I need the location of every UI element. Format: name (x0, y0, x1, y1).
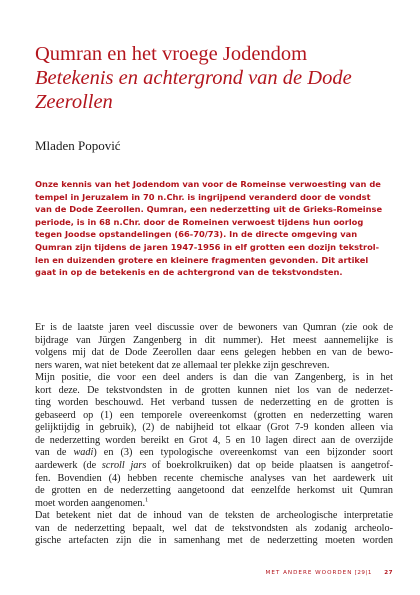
title-subtitle-line-1: Betekenis en achtergrond van de Dode (35, 67, 352, 89)
body-line: volgens mij dat de Dode Zeerollen daar eens gelegen hebben en van de bewo- (35, 347, 393, 359)
body-text-run: ) en (3) een typologische overeenkomst van een bijzonder soort (93, 447, 393, 459)
body-line: de nederzetting worden bereikt en Grot 4, 5 en 10 lagen direct aan de overzijde (35, 434, 393, 446)
body-line (35, 460, 393, 473)
issue-number: [29|1 (354, 570, 372, 576)
body-text (35, 322, 393, 548)
abstract-line: tegen Joodse opstandelingen (66-70/73). In de directe omgeving van (35, 229, 358, 240)
title-subtitle-line-2: Zeerollen (35, 91, 113, 113)
body-line: Er is de laatste jaren veel discussie over de bewoners van Qumran (zie ook de (35, 322, 393, 333)
body-line: gelijktijdig in gebruik), (2) de nabijheid tot elkaar (Grot 7-9 konden alleen via (35, 422, 393, 434)
abstract-line: gaat in op de betekenis en de achtergrond van de tekstvondsten. (35, 267, 343, 278)
body-line: de grotten en de nederzetting aangetoond dat eenzelfde herkomst uit Qumran (35, 485, 393, 497)
body-italic-scroll-jars: scroll jars (101, 460, 147, 472)
body-line: kort deze. De tekstvondsten in de grotten kunnen niet los van de nederzet- (35, 384, 393, 396)
body-line: bijdrage van Jürgen Zangenberg in dit nummer). Het meest aannemelijke is (35, 334, 393, 346)
body-line: van de nederzetting bepaalt, wel dat de tekstvondsten als zodanig archeolo- (35, 522, 393, 534)
page-footer (266, 570, 393, 576)
abstract (35, 178, 393, 279)
author-name: Mladen Popović (35, 138, 121, 153)
body-line (35, 447, 393, 460)
body-text-run: aardewerk (de (35, 460, 102, 472)
body-line: gische artefacten zijn die in samenhang met de nederzetting moeten worden (35, 535, 393, 547)
abstract-line: Qumran zijn tijdens de jaren 1947-1956 in elf grotten een dozijn tekstrol- (35, 241, 380, 252)
body-text-run: moet worden aangenomen. (35, 497, 146, 509)
title-main: Qumran en het vroege Jodendom (35, 43, 308, 65)
body-italic-wadi: wadi (73, 447, 94, 459)
page-number: 27 (384, 570, 393, 576)
abstract-line: van de Dode Zeerollen. Qumran, een nederzetting uit de Grieks-Romeinse (35, 204, 383, 215)
abstract-line: tempel in Jeruzalem in 70 n.Chr. is ingrijpend veranderd door de vondst (35, 191, 371, 202)
body-line: Dat betekent niet dat de inhoud van de teksten de archeologische interpretatie (35, 510, 393, 522)
body-line: fen. Bovendien (4) hebben recente chemische analyses van het aardewerk uit (35, 472, 393, 484)
body-text-run: van de (35, 447, 74, 459)
body-line: ners waren, wat niet betekent dat ze allemaal ter plekke zijn geschreven. (35, 359, 330, 371)
abstract-line: periode, is in 68 n.Chr. door de Romeinen verwoest tijdens hun oorlog (35, 216, 364, 227)
journal-name: MET ANDERE WOORDEN (265, 570, 353, 576)
body-line: Mijn positie, die voor een deel anders is dan die van Zangenberg, is in het (35, 372, 393, 384)
footnote-marker[interactable]: 1 (145, 496, 149, 504)
abstract-line: len en duizenden grotere en kleinere fragmenten gevonden. Dit artikel (35, 254, 369, 265)
article-title (35, 42, 395, 114)
body-text-run: of boekrolkruiken) dat op beide plaatsen is aangetrof- (146, 460, 393, 472)
body-line: gebaseerd op (1) een temporele overeenkomst (grotten en nederzetting waren (35, 409, 393, 421)
body-line (35, 498, 393, 511)
abstract-line: Onze kennis van het Jodendom van voor de Romeinse verwoesting van de (35, 179, 381, 189)
body-line: ting worden beschouwd. Het verband tussen de nederzetting en de grotten is (35, 397, 393, 409)
